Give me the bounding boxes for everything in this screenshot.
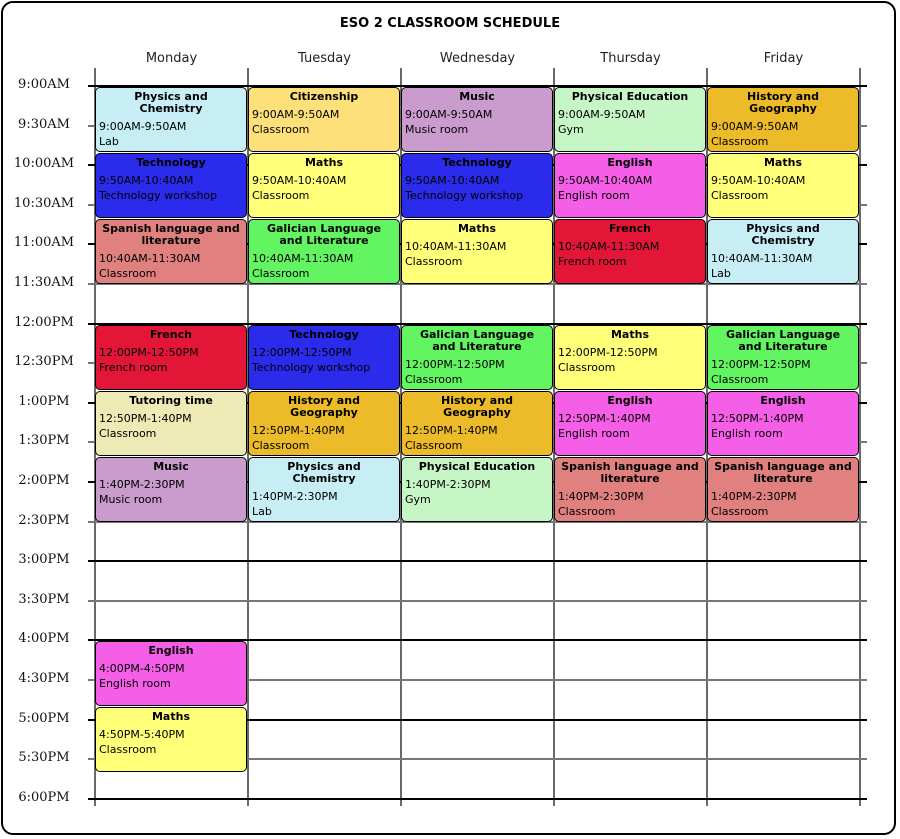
time-label: 12:30PM — [14, 354, 74, 369]
class-time: 9:50AM-10:40AM — [405, 174, 500, 187]
class-time: 1:40PM-2:30PM — [711, 489, 797, 503]
class-block[interactable] — [248, 457, 400, 522]
class-block[interactable] — [554, 325, 706, 390]
class-block[interactable] — [95, 457, 247, 522]
class-time: 1:40PM-2:30PM — [405, 477, 491, 491]
class-room: English room — [558, 426, 630, 440]
class-subject: Music — [459, 90, 495, 103]
class-time: 12:50PM-1:40PM — [405, 423, 498, 437]
class-room: Classroom — [99, 743, 157, 757]
class-room: Lab — [711, 267, 731, 280]
class-room: Classroom — [711, 189, 769, 202]
class-time: 9:00AM-9:50AM — [711, 120, 799, 133]
class-subject: English — [148, 644, 194, 658]
class-block[interactable] — [95, 325, 247, 390]
class-time: 12:50PM-1:40PM — [558, 411, 651, 425]
class-time: 9:50AM-10:40AM — [252, 174, 347, 187]
class-room: Classroom — [252, 123, 310, 136]
class-time: 12:50PM-1:40PM — [711, 411, 804, 425]
class-room: French room — [558, 255, 627, 268]
time-label: 6:00PM — [18, 790, 70, 805]
time-label: 3:30PM — [18, 592, 70, 607]
class-room: Classroom — [405, 372, 463, 386]
class-time: 10:40AM-11:30AM — [252, 252, 354, 265]
time-label: 2:00PM — [18, 473, 70, 488]
time-label: 9:30AM — [18, 117, 70, 132]
class-time: 12:00PM-12:50PM — [252, 345, 352, 359]
time-label: 11:00AM — [13, 235, 75, 250]
class-block[interactable] — [401, 153, 553, 218]
time-label: 11:30AM — [13, 275, 75, 290]
class-room: Gym — [558, 123, 584, 136]
class-subject: French — [150, 327, 192, 341]
day-label-friday: Friday — [763, 51, 804, 66]
class-block[interactable] — [95, 641, 247, 706]
class-subject: Spanish language and literature — [714, 459, 852, 485]
class-subject: Maths — [610, 327, 649, 341]
time-label: 9:00AM — [18, 77, 70, 92]
class-block[interactable] — [554, 391, 706, 456]
class-time: 9:00AM-9:50AM — [558, 108, 646, 121]
class-subject: Physics and Chemistry — [287, 459, 361, 485]
class-room: Classroom — [558, 360, 616, 374]
class-subject: Music — [153, 459, 189, 473]
class-room: Technology workshop — [99, 189, 218, 202]
class-block[interactable] — [554, 87, 706, 152]
time-label: 4:30PM — [18, 671, 70, 686]
class-room: Classroom — [405, 438, 463, 452]
class-time: 4:50PM-5:40PM — [99, 728, 185, 742]
class-room: English room — [99, 677, 171, 691]
class-block[interactable] — [95, 391, 247, 456]
class-time: 9:00AM-9:50AM — [99, 120, 187, 133]
time-label: 4:00PM — [18, 631, 70, 646]
class-block[interactable] — [95, 153, 247, 218]
class-subject: Physics and Chemistry — [134, 90, 208, 115]
class-time: 10:40AM-11:30AM — [711, 252, 813, 265]
class-subject: Physical Education — [418, 459, 536, 473]
class-subject: English — [607, 156, 653, 169]
time-label: 10:30AM — [13, 196, 75, 211]
class-subject: Technology — [289, 327, 359, 341]
class-block[interactable] — [95, 707, 247, 772]
class-block[interactable] — [707, 219, 859, 284]
class-room: Music room — [99, 492, 163, 506]
class-time: 12:00PM-12:50PM — [99, 345, 199, 359]
class-time: 10:40AM-11:30AM — [405, 240, 507, 253]
class-subject: Maths — [151, 710, 190, 724]
class-room: Classroom — [405, 255, 463, 268]
class-time: 1:40PM-2:30PM — [252, 489, 338, 503]
class-block[interactable] — [554, 153, 706, 218]
class-block[interactable] — [707, 153, 859, 218]
class-room: Classroom — [252, 189, 310, 202]
class-room: Classroom — [558, 504, 616, 518]
class-time: 4:00PM-4:50PM — [99, 662, 185, 676]
class-block[interactable] — [248, 391, 400, 456]
class-room: Technology workshop — [252, 360, 371, 374]
class-time: 9:50AM-10:40AM — [711, 174, 806, 187]
time-label: 1:00PM — [18, 394, 70, 409]
class-room: Lab — [99, 135, 119, 148]
page-title: ESO 2 CLASSROOM SCHEDULE — [339, 16, 561, 31]
class-subject: History and Geography — [441, 393, 513, 419]
class-block[interactable] — [554, 219, 706, 284]
class-block[interactable] — [248, 153, 400, 218]
class-block[interactable] — [248, 87, 400, 152]
class-subject: Galician Language and Literature — [266, 222, 382, 247]
class-room: Lab — [252, 504, 272, 518]
class-room: Classroom — [252, 438, 310, 452]
class-time: 12:00PM-12:50PM — [711, 357, 811, 371]
class-subject: Technology — [136, 156, 206, 169]
class-block[interactable] — [401, 391, 553, 456]
class-subject: Galician Language and Literature — [419, 327, 535, 353]
class-subject: English — [607, 393, 653, 407]
class-subject: Maths — [457, 222, 496, 235]
class-room: Technology workshop — [405, 189, 524, 202]
class-subject: History and Geography — [288, 393, 360, 419]
half-hour-line — [88, 600, 867, 602]
class-subject: Spanish language and literature — [102, 222, 240, 247]
class-time: 12:50PM-1:40PM — [252, 423, 345, 437]
class-subject: History and Geography — [747, 90, 819, 115]
class-room: English room — [558, 189, 630, 202]
class-room: Classroom — [99, 267, 157, 280]
class-subject: Physical Education — [571, 90, 689, 103]
class-subject: English — [760, 393, 806, 407]
class-room: Classroom — [711, 504, 769, 518]
class-subject: Physics and Chemistry — [746, 222, 820, 247]
class-time: 1:40PM-2:30PM — [558, 489, 644, 503]
time-label: 1:30PM — [18, 433, 70, 448]
class-block[interactable] — [401, 325, 553, 390]
class-block[interactable] — [401, 87, 553, 152]
class-block[interactable] — [707, 457, 859, 522]
day-label-tuesday: Tuesday — [298, 51, 351, 66]
class-room: Gym — [405, 492, 431, 506]
class-subject: French — [609, 222, 651, 235]
class-room: Classroom — [99, 426, 157, 440]
class-time: 9:50AM-10:40AM — [99, 174, 194, 187]
class-time: 9:50AM-10:40AM — [558, 174, 653, 187]
class-room: Classroom — [252, 267, 310, 280]
class-block[interactable] — [401, 219, 553, 284]
class-block[interactable] — [401, 457, 553, 522]
class-room: Classroom — [711, 372, 769, 386]
class-time: 1:40PM-2:30PM — [99, 477, 185, 491]
class-room: Music room — [405, 123, 469, 136]
class-time: 12:50PM-1:40PM — [99, 411, 192, 425]
time-label: 10:00AM — [13, 156, 75, 171]
class-subject: Maths — [304, 156, 343, 169]
class-time: 12:00PM-12:50PM — [405, 357, 505, 371]
hour-line — [88, 798, 867, 800]
class-time: 12:00PM-12:50PM — [558, 345, 658, 359]
class-block[interactable] — [95, 87, 247, 152]
class-block[interactable] — [95, 219, 247, 284]
class-block[interactable] — [707, 325, 859, 390]
class-block[interactable] — [554, 457, 706, 522]
class-subject: Tutoring time — [129, 393, 213, 407]
class-subject: Spanish language and literature — [561, 459, 699, 485]
class-subject: Maths — [763, 156, 802, 169]
time-label: 5:00PM — [18, 711, 70, 726]
class-subject: Galician Language and Literature — [725, 327, 841, 353]
class-time: 9:00AM-9:50AM — [405, 108, 493, 121]
class-block[interactable] — [707, 391, 859, 456]
column-divider — [859, 68, 861, 806]
day-label-wednesday: Wednesday — [439, 51, 516, 66]
time-label: 3:00PM — [18, 552, 70, 567]
class-subject: Technology — [442, 156, 512, 169]
hour-line — [88, 560, 867, 562]
class-block[interactable] — [248, 219, 400, 284]
time-label: 2:30PM — [18, 513, 70, 528]
class-subject: Citizenship — [289, 90, 359, 103]
class-time: 10:40AM-11:30AM — [99, 252, 201, 265]
time-label: 12:00PM — [14, 315, 74, 330]
class-room: English room — [711, 426, 783, 440]
class-room: French room — [99, 360, 168, 374]
day-label-monday: Monday — [145, 51, 198, 66]
class-block[interactable] — [707, 87, 859, 152]
day-label-thursday: Thursday — [600, 51, 661, 66]
class-room: Classroom — [711, 135, 769, 148]
class-time: 9:00AM-9:50AM — [252, 108, 340, 121]
time-label: 5:30PM — [18, 750, 70, 765]
class-block[interactable] — [248, 325, 400, 390]
class-time: 10:40AM-11:30AM — [558, 240, 660, 253]
